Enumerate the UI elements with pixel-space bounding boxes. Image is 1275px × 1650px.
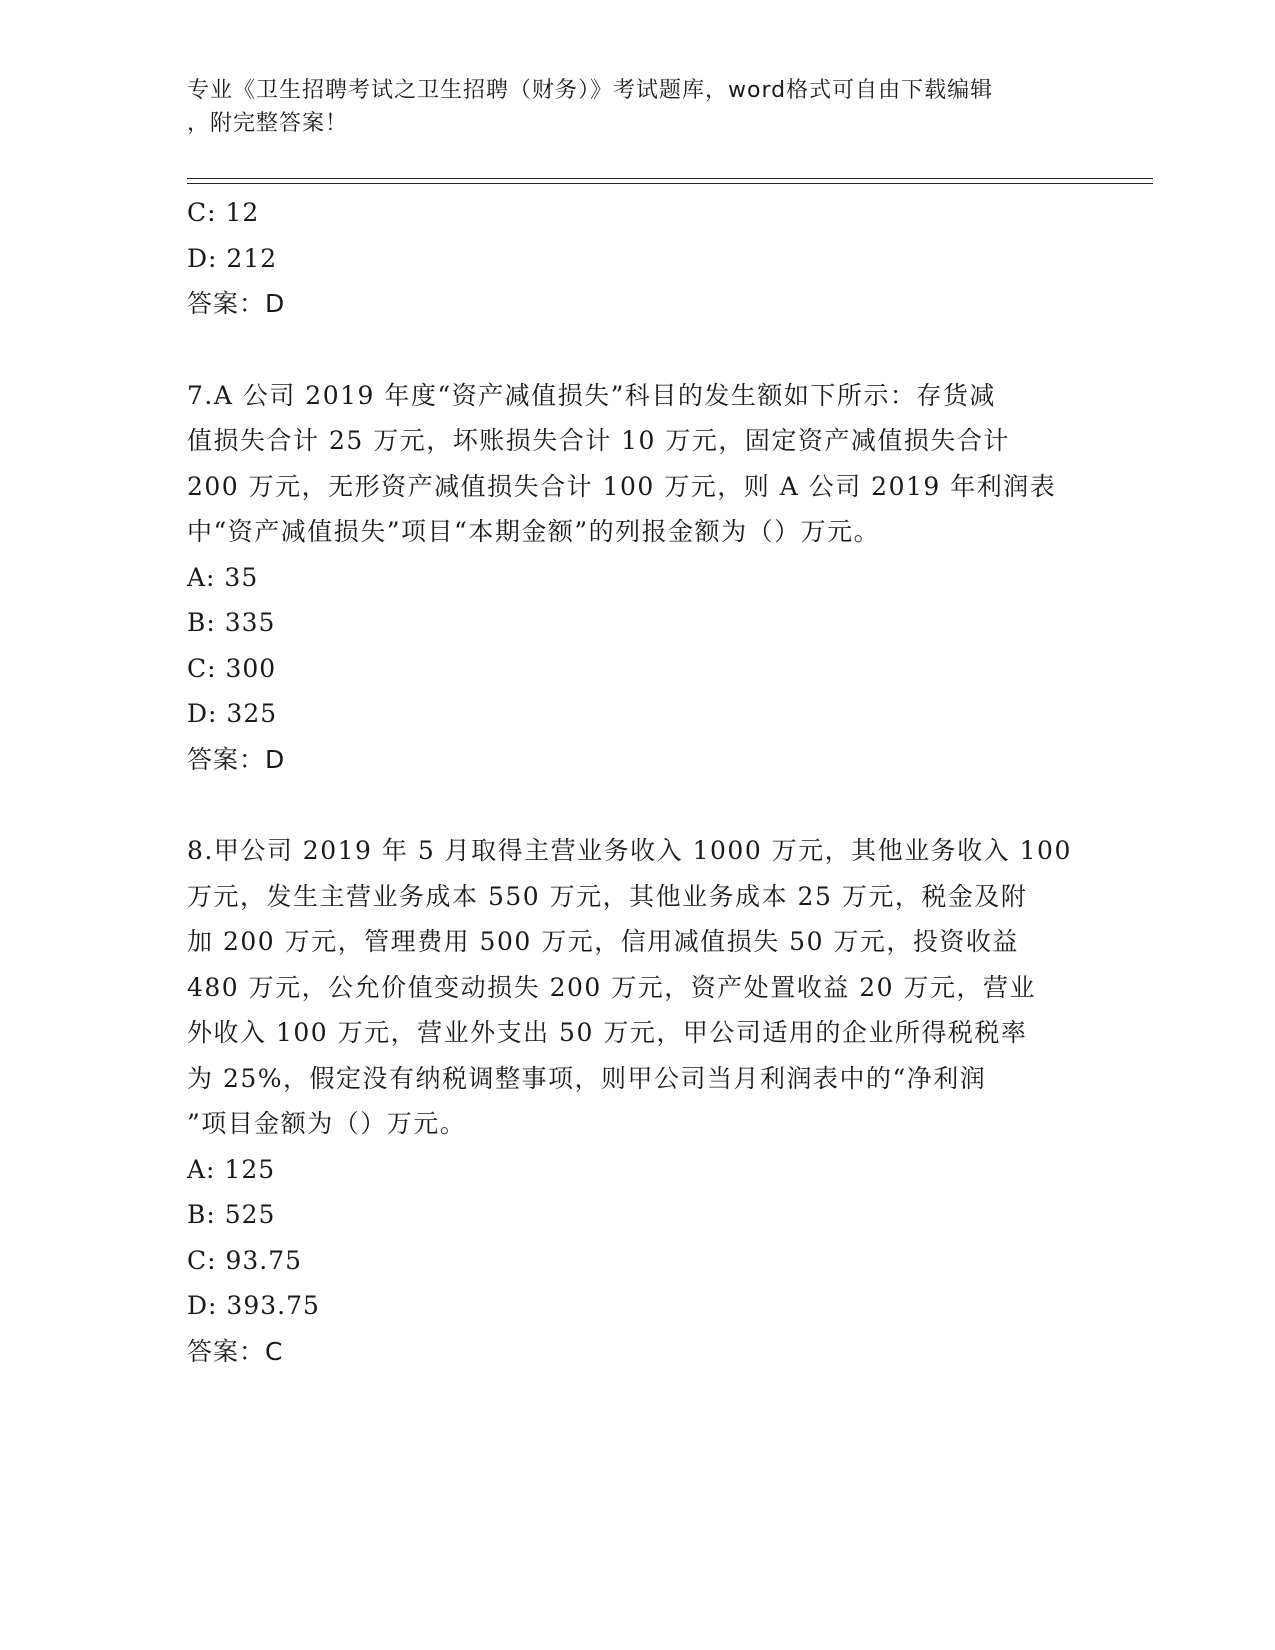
question-text-line: 为 25%，假定没有纳税调整事项，则甲公司当月利润表中的“净利润 bbox=[187, 1063, 987, 1093]
question-text-line: ”项目金额为（）万元。 bbox=[187, 1109, 467, 1138]
header-line-1: 专业《卫生招聘考试之卫生招聘（财务）》考试题库，word格式可自由下载编辑 bbox=[187, 78, 994, 103]
answer-line: 答案：D bbox=[187, 744, 286, 774]
question-7 bbox=[187, 373, 1087, 783]
question-text-line: 中“资产减值损失”项目“本期金额”的列报金额为（）万元。 bbox=[187, 517, 881, 546]
option-d: D: 393.75 bbox=[187, 1291, 320, 1320]
question-text-line: 万元，发生主营业务成本 550 万元，其他业务成本 25 万元，税金及附 bbox=[187, 881, 1028, 911]
page-content bbox=[187, 190, 1087, 1374]
option-a: A: 35 bbox=[187, 562, 259, 592]
option-c: C: 93.75 bbox=[187, 1245, 303, 1275]
option-a: A: 125 bbox=[187, 1154, 276, 1184]
option-d: D: 212 bbox=[187, 243, 278, 273]
answer-line: 答案：C bbox=[187, 1336, 284, 1366]
spacer bbox=[187, 782, 1087, 828]
option-d: D: 325 bbox=[187, 699, 278, 728]
option-c: C: 300 bbox=[187, 653, 277, 683]
header-divider bbox=[187, 178, 1153, 179]
header-line-2: ，附完整答案！ bbox=[187, 111, 349, 136]
option-b: B: 335 bbox=[187, 608, 276, 637]
spacer bbox=[187, 327, 1087, 373]
previous-question-tail bbox=[187, 190, 1087, 327]
question-text-line: 200 万元，无形资产减值损失合计 100 万元，则 A 公司 2019 年利润表 bbox=[187, 471, 1057, 501]
question-text-line: 7.A 公司 2019 年度“资产减值损失”科目的发生额如下所示：存货减 bbox=[187, 380, 996, 410]
option-b: B: 525 bbox=[187, 1200, 276, 1229]
question-text-line: 8.甲公司 2019 年 5 月取得主营业务收入 1000 万元，其他业务收入 100 bbox=[187, 836, 1072, 865]
question-text-line: 加 200 万元，管理费用 500 万元，信用减值损失 50 万元，投资收益 bbox=[187, 927, 1019, 956]
answer-line: 答案：D bbox=[187, 289, 286, 318]
question-text-line: 值损失合计 25 万元，坏账损失合计 10 万元，固定资产减值损失合计 bbox=[187, 426, 1010, 455]
option-c: C: 12 bbox=[187, 198, 260, 227]
question-8 bbox=[187, 828, 1087, 1374]
question-text-line: 480 万元，公允价值变动损失 200 万元，资产处置收益 20 万元，营业 bbox=[187, 972, 1036, 1002]
header-divider-second bbox=[187, 183, 1153, 184]
page-header bbox=[187, 74, 1067, 140]
question-text-line: 外收入 100 万元，营业外支出 50 万元，甲公司适用的企业所得税税率 bbox=[187, 1018, 1028, 1047]
